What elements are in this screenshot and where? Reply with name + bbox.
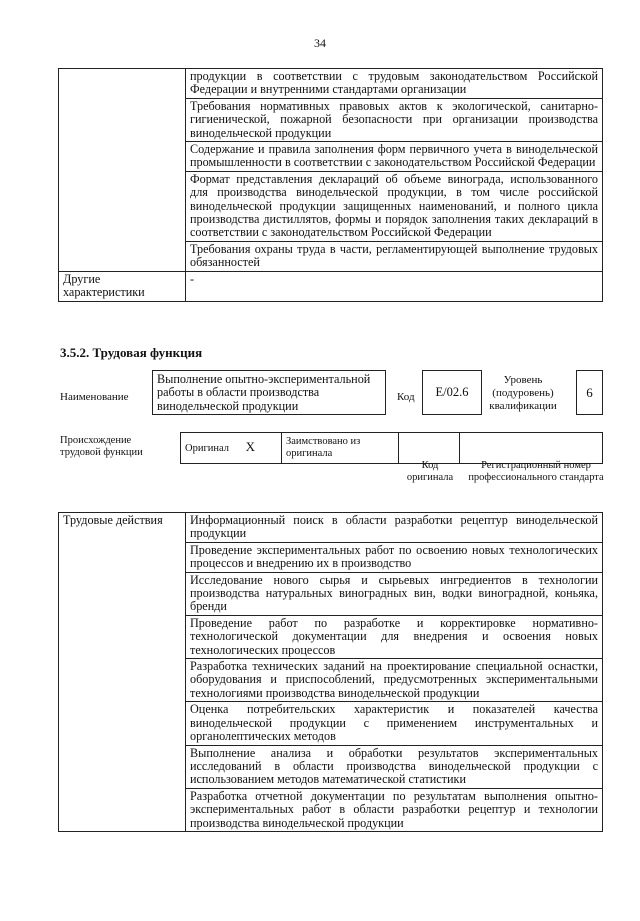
table-row: [59, 69, 603, 99]
code-label: Код: [397, 391, 415, 403]
original-mark: X: [245, 439, 256, 454]
table-label-cell: Другие характеристики: [59, 271, 186, 301]
table-cell: Содержание и правила заполнения форм первичного учета в винодельческой промышленности в соответствии с законодательством Российской Федерации: [186, 142, 603, 172]
table-label-cell: [59, 69, 186, 272]
table-cell: Разработка технических заданий на проектирование специальной оснастки, оборудования и приспособлений, предусмотренных экспериментальными технологиями производства винодельческой продукции: [186, 659, 603, 702]
table-cell: Проведение работ по разработке и корректировке нормативно-технологической документации для внедрения и освоения новых технологических процессов: [186, 615, 603, 658]
function-code: E/02.6: [422, 370, 482, 415]
origin-label: [60, 435, 170, 459]
function-name: Выполнение опытно-экспериментальной работы в области производства винодельческой продукции: [152, 370, 386, 415]
section-title: 3.5.2. Трудовая функция: [60, 345, 203, 360]
name-label: Наименование: [60, 391, 129, 403]
table-cell: Формат представления деклараций об объеме винограда, использованного для производства винодельческой продукции, в том числе российской винодельческой продукции защищенных наименований, и полного цикла производства дистиллятов, формы и порядок заполнения таких деклараций в соответствии с законодательством Российской Федерации: [186, 171, 603, 241]
table-row: [59, 513, 603, 543]
table-cell: Оценка потребительских характеристик и показателей качества винодельческой продукции с применением инструментальных и органолептических методов: [186, 702, 603, 745]
original-label: Оригинал: [185, 443, 229, 454]
table-cell: -: [186, 271, 603, 301]
reg-caption: Регистрационный номер профессионального стандарта: [468, 460, 604, 483]
table-cell: Исследование нового сырья и сырьевых ингредиентов в технологии производства натуральных виноградных вин, водки виноградной, коньяка, бренди: [186, 572, 603, 615]
table-label-cell: Трудовые действия: [59, 513, 186, 832]
table-cell: продукции в соответствии с трудовым законодательством Российской Федерации и внутренними стандартами организации: [186, 69, 603, 99]
code-caption: Код оригинала: [406, 460, 454, 483]
table-cell: Требования нормативных правовых актов к экологической, санитарно-гигиенической, пожарной безопасности при организации производства винодельческой продукции: [186, 98, 603, 141]
table-cell: Проведение экспериментальных работ по освоению новых технологических процессов и внедрению их в производство: [186, 542, 603, 572]
level-value: 6: [576, 370, 603, 415]
origin-reg-cell: [460, 433, 603, 464]
origin-code-cell: [399, 433, 460, 464]
table-cell: Разработка отчетной документации по результатам выполнения опытно-экспериментальных работ в области разработки рецептур и технологии производства винодельческой продукции: [186, 788, 603, 831]
page-number: 34: [314, 36, 326, 50]
level-label: Уровень (подуровень) квалификации: [489, 374, 557, 412]
table-cell: Информационный поиск в области разработки рецептур винодельческой продукции: [186, 513, 603, 543]
table-row: [59, 271, 603, 301]
origin-label-text: Происхождение трудовой функции: [60, 435, 143, 458]
borrowed-label: Заимствовано из оригинала: [282, 433, 399, 464]
knowledge-table: [58, 68, 603, 302]
origin-original-cell: [181, 433, 282, 464]
table-row: [181, 433, 603, 464]
table-cell: Требования охраны труда в части, регламентирующей выполнение трудовых обязанностей: [186, 241, 603, 271]
table-cell: Выполнение анализа и обработки результатов экспериментальных исследований в области производства винодельческой продукции с использованием методов математической статистики: [186, 745, 603, 788]
labor-actions-table: [58, 512, 603, 832]
